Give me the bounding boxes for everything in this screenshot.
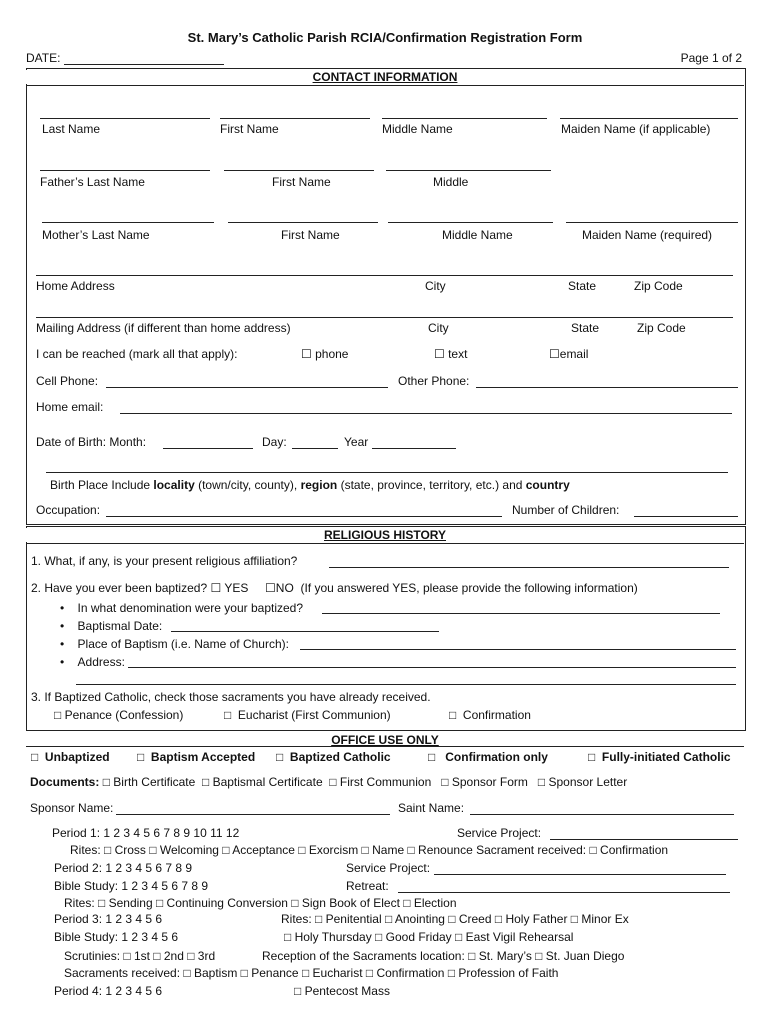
last-name-label: Last Name xyxy=(42,122,101,136)
pentecost-row: □ Pentecost Mass xyxy=(294,984,390,998)
address-field[interactable] xyxy=(128,667,736,668)
period4-row: Period 4: 1 2 3 4 5 6 xyxy=(54,984,163,998)
mailing-address-field[interactable] xyxy=(36,317,733,318)
reach-text-label: text xyxy=(448,347,468,361)
retreat-label: Retreat: xyxy=(346,879,389,893)
birthplace-field[interactable] xyxy=(46,472,728,473)
status-unbaptized[interactable]: □ Unbaptized xyxy=(31,750,110,764)
mother-maiden-label: Maiden Name (required) xyxy=(582,228,713,242)
divider xyxy=(26,730,744,731)
children-label: Number of Children: xyxy=(512,503,620,517)
rites2-row: Rites: □ Sending □ Continuing Conversion □ Sign Book of Elect □ Election xyxy=(64,896,457,910)
first-name-field[interactable] xyxy=(220,118,370,119)
divider xyxy=(26,543,744,544)
birthplace-label: Birth Place Include locality (town/city, county), region (state, province, territory, etc.) and country xyxy=(50,478,570,492)
maiden-name-field[interactable] xyxy=(560,118,738,119)
father-last-label: Father’s Last Name xyxy=(40,175,145,189)
father-first-field[interactable] xyxy=(224,170,374,171)
mailing-address-label: Mailing Address (if different than home address) xyxy=(36,321,291,335)
dob-day-label: Day: xyxy=(262,435,287,449)
mailing-state-label: State xyxy=(571,321,600,335)
scrutinies-row: Scrutinies: □ 1st □ 2nd □ 3rd xyxy=(64,949,216,963)
city-label: City xyxy=(425,279,446,293)
father-first-label: First Name xyxy=(272,175,331,189)
service-project-label: Service Project: xyxy=(457,826,542,840)
doc-first-communion[interactable]: □ First Communion xyxy=(329,775,432,789)
home-email-label: Home email: xyxy=(36,400,104,414)
mother-first-label: First Name xyxy=(281,228,340,242)
q2-label: 2. Have you ever been baptized? ☐ YES ☐NO (If you answered YES, please provide the following information) xyxy=(31,581,638,595)
mailing-zip-label: Zip Code xyxy=(637,321,686,335)
baptismal-date-field[interactable] xyxy=(171,631,439,632)
q2-no-checkbox[interactable]: ☐NO xyxy=(265,581,294,595)
saint-name-label: Saint Name: xyxy=(398,801,465,815)
mailing-city-label: City xyxy=(428,321,449,335)
sponsor-name-field[interactable] xyxy=(116,814,390,815)
father-middle-field[interactable] xyxy=(386,170,551,171)
occupation-field[interactable] xyxy=(106,516,502,517)
cell-phone-field[interactable] xyxy=(106,387,388,388)
sac-penance-checkbox[interactable]: □ Penance (Confession) xyxy=(54,708,184,722)
father-middle-label: Middle xyxy=(433,175,469,189)
status-baptized-catholic[interactable]: □ Baptized Catholic xyxy=(276,750,391,764)
reach-phone-checkbox[interactable]: ☐ phone xyxy=(301,347,349,361)
middle-name-label: Middle Name xyxy=(382,122,453,136)
reception-row: Reception of the Sacraments location: □ St. Mary’s □ St. Juan Diego xyxy=(262,949,625,963)
reach-phone-label: phone xyxy=(315,347,349,361)
doc-baptismal-certificate[interactable]: □ Baptismal Certificate xyxy=(201,775,323,789)
bible2-row: Bible Study: 1 2 3 4 5 6 xyxy=(54,930,179,944)
home-email-field[interactable] xyxy=(120,413,732,414)
place-field[interactable] xyxy=(300,649,736,650)
bullet-address: • Address: xyxy=(60,655,125,669)
reach-email-label: email xyxy=(559,347,589,361)
status-confirmation-only[interactable]: □ Confirmation only xyxy=(428,750,548,764)
period3-row: Period 3: 1 2 3 4 5 6 xyxy=(54,912,163,926)
q3-label: 3. If Baptized Catholic, check those sacraments you have already received. xyxy=(31,690,431,704)
first-name-label: First Name xyxy=(220,122,279,136)
divider xyxy=(26,746,744,747)
bible1-row: Bible Study: 1 2 3 4 5 6 7 8 9 xyxy=(54,879,209,893)
status-fully-initiated[interactable]: □ Fully-initiated Catholic xyxy=(588,750,731,764)
reach-email-checkbox[interactable]: ☐email xyxy=(549,347,589,361)
service-project2-field[interactable] xyxy=(434,874,726,875)
sacraments-received-row: Sacraments received: □ Baptism □ Penance □ Eucharist □ Confirmation □ Profession of Faith xyxy=(64,966,559,980)
q1-field[interactable] xyxy=(329,567,729,568)
mother-last-field[interactable] xyxy=(42,222,214,223)
dob-year-field[interactable] xyxy=(372,448,456,449)
page-number: Page 1 of 2 xyxy=(680,51,742,65)
q1-label: 1. What, if any, is your present religious affiliation? xyxy=(31,554,298,568)
mother-middle-label: Middle Name xyxy=(442,228,513,242)
doc-sponsor-form[interactable]: □ Sponsor Form xyxy=(441,775,528,789)
mother-maiden-field[interactable] xyxy=(566,222,738,223)
bullet-place: • Place of Baptism (i.e. Name of Church): xyxy=(60,637,289,651)
form-title: St. Mary’s Catholic Parish RCIA/Confirmation Registration Form xyxy=(187,30,583,45)
religious-header: RELIGIOUS HISTORY xyxy=(26,528,744,542)
divider xyxy=(26,85,744,86)
period1-row: Period 1: 1 2 3 4 5 6 7 8 9 10 11 12 xyxy=(52,826,240,840)
rites1-row: Rites: □ Cross □ Welcoming □ Acceptance □ Exorcism □ Name □ Renounce Sacrament received: □ Confirmation xyxy=(70,843,669,857)
maiden-name-label: Maiden Name (if applicable) xyxy=(561,122,711,136)
mother-first-field[interactable] xyxy=(228,222,378,223)
documents-row: Documents: □ Birth Certificate □ Baptismal Certificate □ First Communion □ Sponsor Form □ Sponsor Letter xyxy=(30,775,628,789)
home-address-field[interactable] xyxy=(36,275,733,276)
other-phone-label: Other Phone: xyxy=(398,374,470,388)
middle-name-field[interactable] xyxy=(382,118,547,119)
sponsor-name-label: Sponsor Name: xyxy=(30,801,114,815)
dob-day-field[interactable] xyxy=(292,448,338,449)
service-project-field[interactable] xyxy=(550,839,738,840)
dob-label: Date of Birth: Month: xyxy=(36,435,147,449)
children-field[interactable] xyxy=(634,516,738,517)
service-project2-label: Service Project: xyxy=(346,861,431,875)
other-phone-field[interactable] xyxy=(476,387,738,388)
address-field-2[interactable] xyxy=(76,684,736,685)
occupation-label: Occupation: xyxy=(36,503,101,517)
zip-label: Zip Code xyxy=(634,279,683,293)
father-last-field[interactable] xyxy=(40,170,210,171)
dob-year-label: Year xyxy=(344,435,369,449)
reach-text-checkbox[interactable]: ☐ text xyxy=(434,347,468,361)
state-label: State xyxy=(568,279,597,293)
date-label: DATE: xyxy=(26,51,61,65)
bullet-baptismal-date: • Baptismal Date: xyxy=(60,619,163,633)
sac-eucharist-checkbox[interactable]: □ Eucharist (First Communion) xyxy=(224,708,391,722)
doc-sponsor-letter[interactable]: □ Sponsor Letter xyxy=(537,775,628,789)
contact-header: CONTACT INFORMATION xyxy=(26,70,744,84)
status-baptism-accepted[interactable]: □ Baptism Accepted xyxy=(137,750,256,764)
home-address-label: Home Address xyxy=(36,279,115,293)
office-header: OFFICE USE ONLY xyxy=(26,733,744,747)
contact-section xyxy=(26,68,746,525)
mother-middle-field[interactable] xyxy=(388,222,553,223)
dob-month-field[interactable] xyxy=(163,448,253,449)
doc-birth-certificate[interactable]: □ Birth Certificate xyxy=(102,775,196,789)
date-field[interactable] xyxy=(64,64,224,65)
saint-name-field[interactable] xyxy=(470,814,734,815)
rites3-row: Rites: □ Penitential □ Anointing □ Creed □ Holy Father □ Minor Ex xyxy=(281,912,629,926)
sac-confirmation-checkbox[interactable]: □ Confirmation xyxy=(449,708,531,722)
period2-row: Period 2: 1 2 3 4 5 6 7 8 9 xyxy=(54,861,193,875)
denomination-field[interactable] xyxy=(322,613,720,614)
last-name-field[interactable] xyxy=(40,118,210,119)
retreat-field[interactable] xyxy=(398,892,730,893)
q2-yes-checkbox[interactable]: ☐ YES xyxy=(210,581,249,595)
mother-last-label: Mother’s Last Name xyxy=(42,228,150,242)
bullet-denomination: • In what denomination were your baptized? xyxy=(60,601,304,615)
reach-label: I can be reached (mark all that apply): xyxy=(36,347,238,361)
bible2-rites: □ Holy Thursday □ Good Friday □ East Vigil Rehearsal xyxy=(284,930,574,944)
cell-phone-label: Cell Phone: xyxy=(36,374,99,388)
